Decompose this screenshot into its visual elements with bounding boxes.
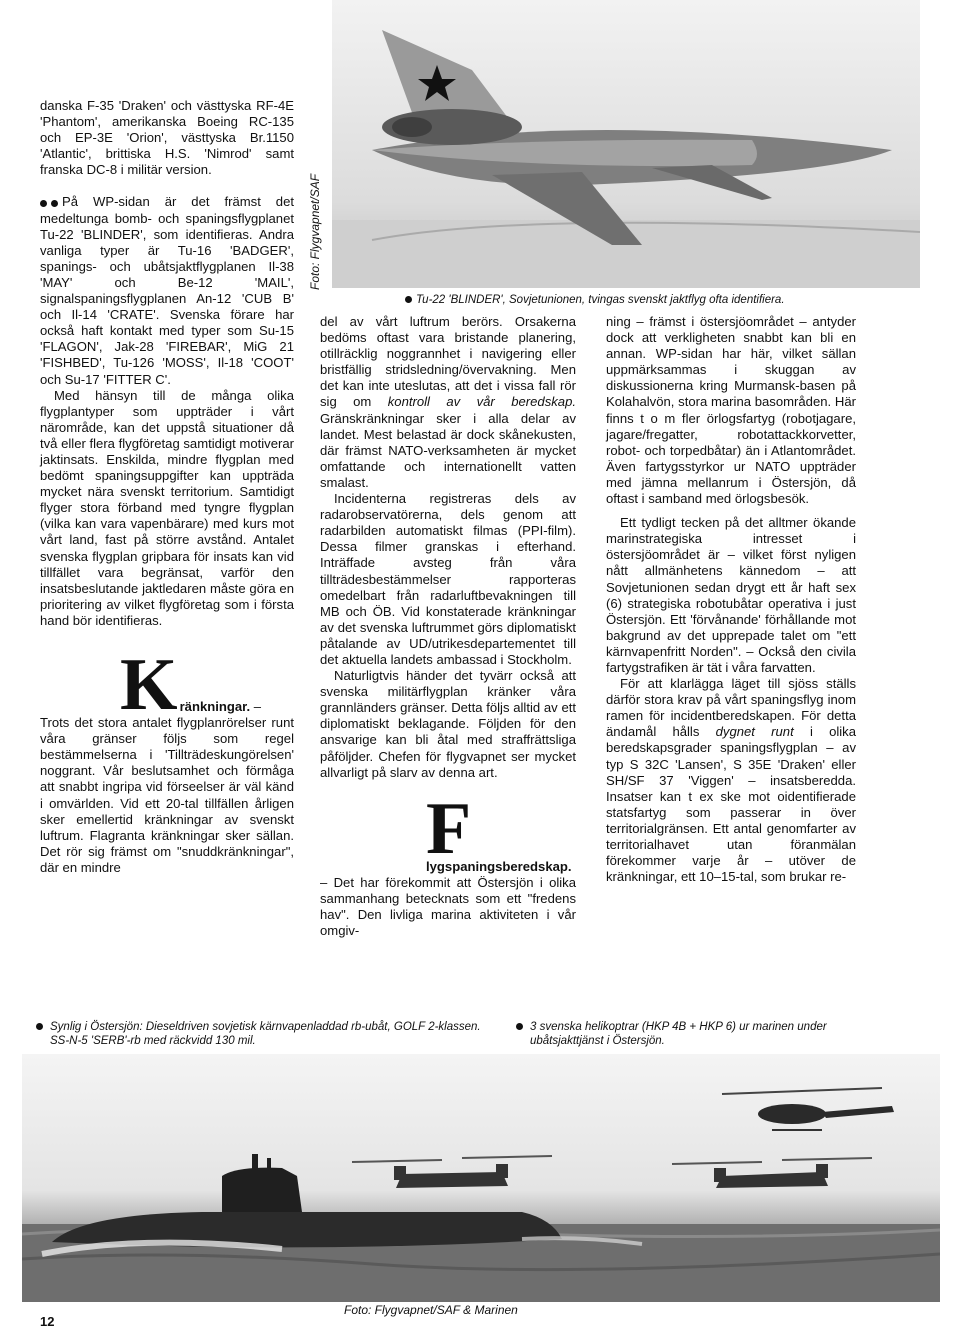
helicopter-icon (672, 1158, 872, 1188)
col3-paragraph-2: Ett tydligt tecken på det alltmer ökande marinstrategiska intresset i östersjöområdet är – vilket först nyligen nått allmänhetens kännedom – att Sovjetunionen sedan drygt ett år haft sex (6) strategiska robotubåtar operativa i just Östersjön. Ett 'förvånande' förhållande mot bakgrund av det upprepade talet om "ett kärnvapenfritt Norden". – Också den civila fartygstrafiken är tät i våra farvatten. (606, 515, 856, 675)
submarine-caption: Synlig i Östersjön: Dieseldriven sovjetisk kärnvapenladdad rb-ubåt, GOLF 2-klassen. SS-N-5 'SERB'-rb med räckvidd 130 mil. (36, 1020, 486, 1048)
col1-paragraph-2: På WP-sidan är det främst det medeltunga bomb- och spaningsflygplanet Tu-22 'BLINDER', som identifieras. Andra vanliga typer är Tu-16 'BADGER', spanings- och ubåtsjaktflygplanen Il-38 'MAY' och Be-12 'MAIL', signalspaningsflygplanen An-12 'CUB B' och Il-14 'CRATE'. Svenska förare har också haft kontakt med typer som Su-15 'FLAGON', Jak-28 'FIREBAR', MiG 21 'FISHBED', Tu-126 'MOSS', Il-18 'COOT' och Su-17 'FITTER C'. (40, 194, 294, 387)
tu22-photo (332, 0, 920, 288)
col3-paragraph-3: För att klarlägga läget till sjöss ställs därför stora krav på vårt spaningsflyg inom ramen för incidentberedskapen. För detta ändamål hålls dygnet runt i olika beredskapsgrader spaningsflygplan – av typ S 32C 'Lansen', S 35E 'Draken' eller SH/SF 37 'Viggen' – insatsberedda. Insatser kan t ex ske mot oidentifierade statsfartyg som passerar in över territorialgränsen. Ett antal genomfarter av territorialhavet utan föranmälan förekommer varje år – utöver de kränkningar, ett 10–15-tal, som brukar re- (606, 676, 857, 885)
col2-paragraph-2: Incidenterna registreras dels av radarobservatörerna, dels genom att radarbilden automatiskt filmas (PPI-film). Dessa filmer granskas i efterhand. Inträffade avsteg från våra tillträdesbestämmelser rapporteras omedelbart från radarluftbevakningen till MB och ÖB. Vid konstaterade kränkningar av det svenska luftrummet görs diplomatiskt påtalande av UD/utrikesdepartementet till det aktuella landets ambassad i Stockholm. (320, 491, 576, 667)
col2-paragraph-4: – Det har förekommit att Östersjön i olika sammanhang betecknats som ett "fredens hav". Den livliga marina aktiviteten i vår omgiv- (320, 874, 576, 939)
col1-paragraph-4: Trots det stora antalet flygplanrörelser runt våra gränser följs som regel bestämmelserna i 'Tillträdeskungörelsen' noggrant. Vår beslutsamhet och förmåga att snabbt ingripa vid förseelser är väl känd i omvärlden. Vid ett 20-tal tillfällen årligen sker emellertid kränkningar av svenskt luftrum. Flagranta kränkningar sker sällan. Det rör sig främst om "snuddkränkningar", där en mindre (40, 715, 294, 875)
col1-subhead-block: K ränkningar. – (120, 644, 262, 726)
col3-paragraph-1: ning – främst i östersjöområdet – antyder dock att verkligheten snabbt kan bli en annan. WP-sidan har här, vilket sällan uppmärksammas i skuggan av diskussionerna kring Murmansk-basen på Kolahalvön, stora marina basområden. Här finns t o m fler örlogsfartyg (robotjagare, jagare/fregatter, robotattackkorvetter, robot- och torpedbåtar) än i Atlantområdet. Även fartygsstyrkor ur NATO uppträder med jämna mellanrum i Östersjön, då oftast i samband med örlogsbesök. (606, 314, 856, 507)
col2-paragraph-1: del av vårt luftrum berörs. Orsakerna bedöms oftast vara bristande planering, otillräcklig noggrannhet i navigering eller bristfällig stridsledning/övervakning. Men det kan inte uteslutas, att det i vissa fall rör sig om kontroll av vår beredskap. Gränskränkningar sker i alla delar av landet. Mest belastad är dock skånekusten, där främst NATO-verksamheten är mycket omfattande och internationellt vatten smalast. (320, 314, 576, 490)
bullet-icon (516, 1023, 523, 1030)
tu22-aircraft-illustration (332, 0, 920, 288)
subhead-krankningar: ränkningar. (179, 699, 251, 714)
submarine-icon (42, 1154, 642, 1254)
bullet-icon (40, 200, 47, 207)
sea-scene-illustration (22, 1054, 940, 1302)
page-number: 12 (40, 1314, 55, 1329)
dropcap-f: F (426, 787, 472, 870)
article-column-3 (606, 314, 856, 885)
col1-paragraph-3: Med hänsyn till de många olika flygplantyper som uppträder i vårt närområde, kan det uppstå situationer då två eller flera flygföretag samtidigt motiverar jaktinsats. Enskilda, mindre flygplan med bedömt spaningsuppgifter kan uppträda mycket nära svenskt territorium. Samtidigt flyger stora förband med tyngre flygplan (vilka kan vara vapenbärare) med kurs mot vårt land, fast på större avstånd. Antalet svenska flygplan gripbara för insats kan vid tillfället vara begränsat, varför den insatsbeslutande jaktledaren måste göra en prioritering av vilket flygföretag som i första hand bör identifieras. (40, 387, 294, 628)
article-column-2 (320, 314, 576, 939)
subhead-flygspaningsberedskap: lygspaningsberedskap. (426, 858, 572, 874)
dropcap-k: K (120, 644, 178, 726)
helicopter-icon (722, 1088, 894, 1130)
bullet-icon (51, 200, 58, 207)
article-column-1 (40, 98, 294, 876)
col2-subhead-block (320, 787, 576, 875)
submarine-helicopter-photo (22, 1054, 940, 1302)
top-photo-credit: Foto: Flygvapnet/SAF (308, 173, 322, 290)
bullet-icon (405, 296, 412, 303)
helicopter-caption: 3 svenska helikoptrar (HKP 4B + HKP 6) ur marinen under ubåtsjakttjänst i Östersjön. (516, 1020, 874, 1048)
bullet-icon (36, 1023, 43, 1030)
helicopter-icon (352, 1156, 552, 1188)
top-photo-caption: Tu-22 'BLINDER', Sovjetunionen, tvingas svenskt jaktflyg ofta identifiera. (405, 293, 925, 307)
col2-paragraph-3: Naturligtvis händer det tyvärr också att svenska militärflygplan kränker våra grannländers gränser. Detta följs alltid av ett diplomatiskt beklagande. Följden för den ansvarige kan bli åtal med straffrättsliga påföljder. Chefen för flygvapnet ser mycket allvarligt på slarv av denna art. (320, 668, 576, 780)
col1-paragraph-1: danska F-35 'Draken' och västtyska RF-4E 'Phantom', amerikanska Boeing RC-135 och EP-3E 'Orion', västtyska Br.1150 'Atlantic', brittiska H.S. 'Nimrod' samt franska DC-8 i militär version. (40, 98, 294, 178)
bottom-photo-credit: Foto: Flygvapnet/SAF & Marinen (344, 1303, 518, 1317)
